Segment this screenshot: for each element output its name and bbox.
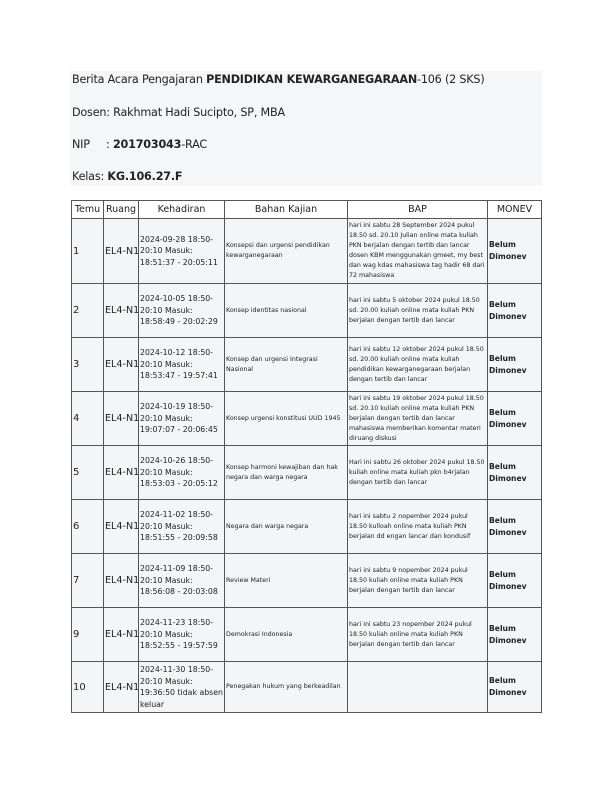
- table-row: [72, 500, 542, 554]
- cell-ruang: EL4-N1: [104, 392, 139, 446]
- table-row: [72, 662, 542, 713]
- cell-ruang: EL4-N1: [104, 284, 139, 338]
- cell-bahan-kajian: Konsep dan urgensi Integrasi Nasional: [225, 338, 348, 392]
- cell-bahan-kajian: Review Materi: [225, 554, 348, 608]
- title-prefix: Berita Acara Pengajaran: [72, 73, 203, 86]
- cell-kehadiran: 2024-11-02 18:50-20:10 Masuk: 18:51:55 - 20:09:58: [139, 500, 225, 554]
- cell-ruang: EL4-N1: [104, 219, 139, 284]
- cell-kehadiran: 2024-10-26 18:50-20:10 Masuk: 18:53:03 - 20:05:12: [139, 446, 225, 500]
- cell-bap: hari ini sabtu 9 nopember 2024 pukul 18.50 kuliah online mata kuliah PKN berjalan dengan tertib dan lancar: [348, 554, 488, 608]
- cell-bap: hari ini sabtu 28 September 2024 pukul 18.50 sd. 20.10 Julian online mata kuliah PKN berjalan dengan tertib dan lancar dosen KBM menggunakan gmeet, my best dan wag kdas mahasiswa tag hadir 68 dari 72 mahasiswa: [348, 219, 488, 284]
- cell-temu: 9: [72, 608, 104, 662]
- report-title: [72, 73, 485, 86]
- cell-ruang: EL4-N1: [104, 500, 139, 554]
- course-code: -106 (2 SKS): [417, 73, 485, 86]
- cell-ruang: EL4-N1: [104, 446, 139, 500]
- cell-monev: Belum Dimonev: [488, 554, 542, 608]
- table-row: [72, 608, 542, 662]
- attendance-table: [71, 200, 542, 713]
- col-header-monev: MONEV: [488, 201, 542, 219]
- cell-bahan-kajian: Penegakan hukum yang berkeadilan: [225, 662, 348, 713]
- cell-kehadiran: 2024-11-30 18:50-20:10 Masuk: 19:36:50 tidak absen keluar: [139, 662, 225, 713]
- cell-monev: Belum Dimonev: [488, 284, 542, 338]
- cell-bap: hari ini sabtu 12 oktober 2024 pukul 18.50 sd. 20.00 kuliah online mata kuliah pendidikan kewarganegaraan berjalan dengan tertib dan lancar: [348, 338, 488, 392]
- cell-monev: Belum Dimonev: [488, 338, 542, 392]
- class-value: KG.106.27.F: [107, 170, 183, 183]
- col-header-temu: Temu: [72, 201, 104, 219]
- cell-monev: Belum Dimonev: [488, 446, 542, 500]
- cell-monev: Belum Dimonev: [488, 662, 542, 713]
- cell-ruang: EL4-N1: [104, 338, 139, 392]
- cell-monev: Belum Dimonev: [488, 392, 542, 446]
- cell-monev: Belum Dimonev: [488, 500, 542, 554]
- table-row: [72, 554, 542, 608]
- table-header-row: [72, 201, 542, 219]
- class-label: Kelas:: [72, 170, 105, 183]
- cell-monev: Belum Dimonev: [488, 608, 542, 662]
- cell-kehadiran: 2024-11-09 18:50-20:10 Masuk: 18:56:08 - 20:03:08: [139, 554, 225, 608]
- nip-value: 201703043: [112, 138, 182, 151]
- cell-bahan-kajian: Negara dan warga negara: [225, 500, 348, 554]
- cell-bap: hari ini sabtu 5 oktober 2024 pukul 18.50 sd. 20.00 kuliah online mata kuliah PKN berjalan dengan tertib dan lancar: [348, 284, 488, 338]
- table-row: [72, 338, 542, 392]
- cell-bap: hari ini sabtu 2 nopember 2024 pukul 18.50 kulloah online mata kuliah PKN berjalan dd engan lancar dan kondusif: [348, 500, 488, 554]
- cell-bahan-kajian: Konsep identitas nasional: [225, 284, 348, 338]
- cell-temu: 2: [72, 284, 104, 338]
- cell-temu: 6: [72, 500, 104, 554]
- course-name: PENDIDIKAN KEWARGANEGARAAN: [206, 73, 417, 86]
- cell-kehadiran: 2024-11-23 18:50-20:10 Masuk: 18:52:55 - 19:57:59: [139, 608, 225, 662]
- cell-temu: 3: [72, 338, 104, 392]
- nip-label: NIP: [72, 138, 90, 151]
- col-header-kehadiran: Kehadiran: [139, 201, 225, 219]
- table-row: [72, 392, 542, 446]
- nip-line: [72, 138, 207, 151]
- cell-bahan-kajian: Konsep urgensi konstitusi UUD 1945: [225, 392, 348, 446]
- cell-ruang: EL4-N1: [104, 554, 139, 608]
- cell-kehadiran: 2024-10-05 18:50-20:10 Masuk: 18:58:49 - 20:02:29: [139, 284, 225, 338]
- cell-temu: 4: [72, 392, 104, 446]
- table-row: [72, 446, 542, 500]
- cell-monev: Belum Dimonev: [488, 219, 542, 284]
- cell-temu: 10: [72, 662, 104, 713]
- col-header-bap: BAP: [348, 201, 488, 219]
- cell-bap: hari ini sabtu 19 oktober 2024 pukul 18.50 sd. 20.10 kuliah online mata kuliah PKN berjalan dengan tertib dan lancar mahasiswa memberikan komentar materi diruang diskusi: [348, 392, 488, 446]
- cell-bap: hari ini sabtu 23 nopember 2024 pukul 18.50 kuliah online mata kuliah PKN berjalan dengan tertib dan lancar: [348, 608, 488, 662]
- table-row: [72, 284, 542, 338]
- cell-kehadiran: 2024-10-12 18:50-20:10 Masuk: 18:53:47 - 19:57:41: [139, 338, 225, 392]
- cell-bahan-kajian: Konsep harmoni kewajiban dan hak negara dan warga negara: [225, 446, 348, 500]
- cell-temu: 7: [72, 554, 104, 608]
- col-header-ruang: Ruang: [104, 201, 139, 219]
- cell-bap: [348, 662, 488, 713]
- cell-bap: Hari ini sabtu 26 oktober 2024 pukul 18.50 kuliah online mata kuliah pkn b4rjalan dengan tertib dan lancar: [348, 446, 488, 500]
- table-row: [72, 219, 542, 284]
- nip-suffix: -RAC: [181, 138, 208, 151]
- report-header: [70, 71, 542, 186]
- nip-separator: :: [106, 138, 110, 151]
- cell-ruang: EL4-N1: [104, 608, 139, 662]
- class-line: [72, 170, 182, 183]
- cell-ruang: EL4-N1: [104, 662, 139, 713]
- cell-temu: 1: [72, 219, 104, 284]
- lecturer-line: Dosen: Rakhmat Hadi Sucipto, SP, MBA: [72, 106, 285, 119]
- col-header-bahan-kajian: Bahan Kajian: [225, 201, 348, 219]
- cell-temu: 5: [72, 446, 104, 500]
- cell-bahan-kajian: Konsepsi dan urgensi pendidikan kewarganegaraan: [225, 219, 348, 284]
- cell-bahan-kajian: Demokrasi Indonesia: [225, 608, 348, 662]
- cell-kehadiran: 2024-09-28 18:50-20:10 Masuk: 18:51:37 - 20:05:11: [139, 219, 225, 284]
- cell-kehadiran: 2024-10-19 18:50-20:10 Masuk: 19:07:07 - 20:06:45: [139, 392, 225, 446]
